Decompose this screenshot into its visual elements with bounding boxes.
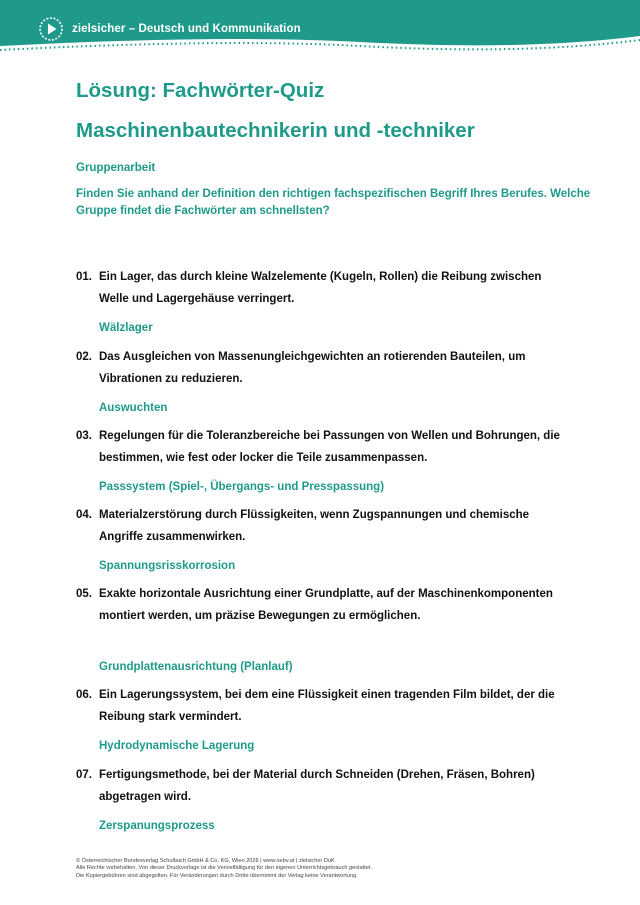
question-answer: Grundplattenausrichtung (Planlauf) [99, 661, 293, 673]
question-number: 02. [76, 351, 92, 363]
question-answer: Passsystem (Spiel-, Übergangs- und Presspassung) [99, 481, 385, 493]
question-text: Das Ausgleichen von Massenungleichgewichten an rotierenden Bauteilen, um Vibrationen zu reduzieren. [99, 351, 526, 385]
question-text: Ein Lagerungssystem, bei dem eine Flüssigkeit einen tragenden Film bildet, der die Reibung stark vermindert. [99, 689, 555, 723]
footer-line: © Österreichischer Bundesverlag Schulbuch GmbH & Co. KG, Wien 2026 | www.oebv.at | zielsicher DuK [76, 858, 335, 864]
question-number: 05. [76, 588, 92, 600]
footer-line: Alle Rechte vorbehalten. Von dieser Druckvorlage ist die Vervielfältigung für den eigenen Unterrichtsgebrauch gestattet. [76, 865, 373, 872]
question-text: Ein Lager, das durch kleine Walzelemente (Kugeln, Rollen) die Reibung zwischen Welle und Lagergehäuse verringert. [99, 271, 542, 305]
question-answer: Zerspanungsprozess [99, 820, 215, 832]
question-text: Materialzerstörung durch Flüssigkeiten, wenn Zugspannungen und chemische Angriffe zusammenwirken. [99, 509, 530, 543]
header-band [0, 0, 640, 60]
question-number: 04. [76, 509, 92, 521]
section-label: Gruppenarbeit [76, 162, 156, 174]
question-number: 06. [76, 689, 92, 701]
brand [38, 15, 301, 43]
question-text: Exakte horizontale Ausrichtung einer Grundplatte, auf der Maschinenkomponenten montiert werden, um präzise Bewegungen zu ermöglichen. [99, 588, 553, 622]
page-title: Lösung: Fachwörter-Quiz [76, 79, 325, 102]
question-number: 03. [76, 430, 92, 442]
question-answer: Wälzlager [99, 322, 153, 334]
question-number: 01. [76, 271, 92, 283]
page-subtitle: Maschinenbautechnikerin und -techniker [76, 119, 475, 142]
question-number: 07. [76, 769, 92, 781]
question-text: Fertigungsmethode, bei der Material durch Schneiden (Drehen, Fräsen, Bohren) abgetragen wird. [99, 769, 535, 803]
play-circle-icon [38, 16, 64, 42]
instructions: Finden Sie anhand der Definition den richtigen fachspezifischen Begriff Ihres Berufes. Welche Gruppe findet die Fachwörter am schnellsten? [76, 188, 591, 217]
question-answer: Auswuchten [99, 402, 168, 414]
question-text: Regelungen für die Toleranzbereiche bei Passungen von Wellen und Bohrungen, die bestimmen, wie fest oder locker die Teile zusammenpassen. [99, 430, 560, 464]
question-answer: Hydrodynamische Lagerung [99, 740, 255, 752]
footer-line: Die Kopiergebühren sind abgegolten. Für Veränderungen durch Dritte übernimmt der Verlag keine Verantwortung. [76, 872, 358, 879]
question-answer: Spannungsrisskorrosion [99, 560, 236, 572]
copyright-footer [76, 858, 596, 880]
brand-name: zielsicher – Deutsch und Kommunikation [72, 23, 301, 35]
